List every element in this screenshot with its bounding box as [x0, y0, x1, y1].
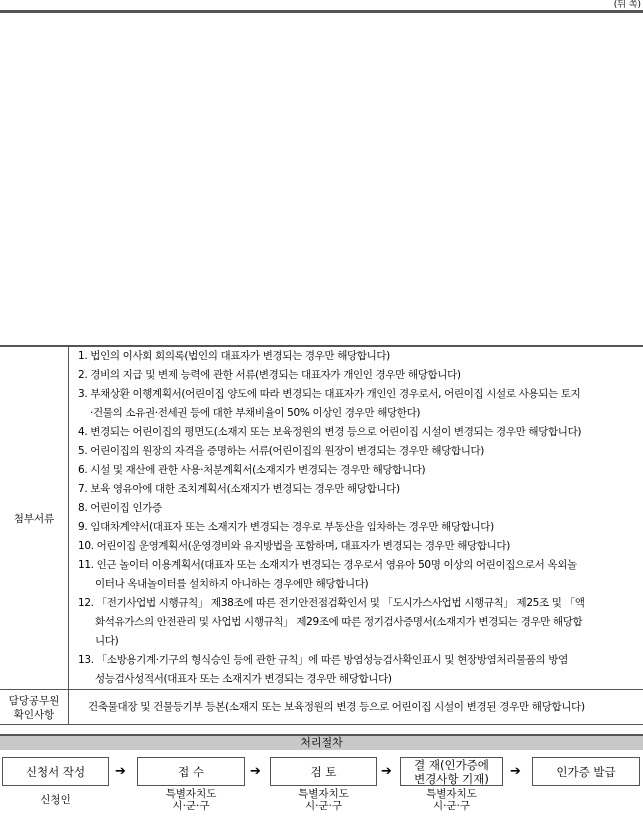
doc-item-continued: 니다): [95, 635, 119, 647]
step-label: 신청서 작성: [25, 764, 86, 779]
doc-item: 6. 시설 및 재산에 관한 사용·처분계획서(소재지가 변경되는 경우만 해당합니다): [78, 464, 426, 476]
attached-documents-label: 첨부서류: [0, 347, 69, 689]
arrow-icon: ➔: [381, 764, 392, 779]
blank-area: [0, 13, 643, 345]
step-label: 인가증 발급: [556, 764, 616, 779]
step-receipt: [137, 757, 245, 786]
back-page-label: (뒤 쪽): [613, 0, 641, 10]
step-actor-line1: 특별자치도: [165, 788, 217, 800]
step-label: 검 토: [310, 764, 337, 779]
doc-item: 11. 인근 놀이터 이용계획서(대표자 또는 소재지가 변경되는 경우로서 영유아 50명 이상의 어린이집으로서 옥외놀: [78, 559, 577, 571]
step-actor: [137, 788, 245, 812]
step-actor-line1: 특별자치도: [426, 788, 477, 800]
step-review: [270, 757, 377, 786]
arrow-icon: ➔: [250, 764, 261, 779]
step-actor: [270, 788, 377, 812]
doc-item: 5. 어린이집의 원장의 자격을 증명하는 서류(어린이집의 원장이 변경되는 경우만 해당합니다): [78, 445, 485, 457]
doc-item: 12. 「전기사업법 시행규칙」 제38조에 따른 전기안전점검확인서 및 「도시가스사업법 시행규칙」 제25조 및 「액: [78, 597, 585, 609]
doc-item: 4. 변경되는 어린이집의 평면도(소재지 또는 보육정원의 변경 등으로 어린이집 시설이 변경되는 경우만 해당합니다): [78, 426, 582, 438]
step-application: [2, 757, 109, 786]
doc-item-continued: 화석유가스의 안전관리 및 사업법 시행규칙」 제29조에 따른 정기검사증명서(소재지가 변경되는 경우만 해당합: [95, 616, 583, 628]
doc-item: 8. 어린이집 인가증: [78, 502, 162, 514]
officer-check-label: [0, 690, 69, 725]
officer-label-line2: 확인사항: [13, 708, 55, 721]
procedure-title: 처리절차: [0, 734, 643, 750]
attached-documents-list: [78, 347, 640, 689]
officer-label-line1: 담당공무원: [8, 694, 60, 707]
step-actor-line2: 시·군·구: [172, 800, 210, 812]
officer-check-row: [0, 689, 643, 725]
officer-check-text: 건축물대장 및 건물등기부 등본(소재지 또는 보육정원의 변경 등으로 어린이집 시설이 변경된 경우만 해당합니다): [88, 701, 585, 713]
step-label: 접 수: [178, 764, 204, 779]
arrow-icon: ➔: [115, 764, 126, 779]
arrow-icon: ➔: [510, 764, 521, 779]
doc-item: 1. 법인의 이사회 회의록(법인의 대표자가 변경되는 경우만 해당합니다): [78, 350, 390, 362]
step-actor-line1: 특별자치도: [298, 788, 349, 800]
doc-item: 3. 부채상환 이행계획서(어린이집 양도에 따라 변경되는 대표자가 개인인 경우로서, 어린이집 시설로 사용되는 토지: [78, 388, 581, 400]
step-label: 결 재(인가증에 변경사항 기재): [414, 757, 489, 786]
doc-item-continued: 이터나 옥내놀이터를 설치하지 아니하는 경우에만 해당합니다): [95, 578, 369, 590]
attached-documents-table: [0, 345, 643, 725]
step-actor-line2: 시·군·구: [304, 800, 343, 812]
step-issue: [532, 757, 640, 786]
step-actor-line2: 시·군·구: [432, 800, 471, 812]
step-actor: [400, 788, 503, 812]
doc-item: 10. 어린이집 운영계획서(운영경비와 유지방법을 포함하며, 대표자가 변경되는 경우만 해당합니다): [78, 540, 510, 552]
doc-item-continued: ·건물의 소유권·전세권 등에 대한 부채비율이 50% 이상인 경우만 해당한다): [90, 407, 421, 419]
doc-item-continued: 성능검사성적서(대표자 또는 소재지가 변경되는 경우만 해당합니다): [95, 673, 392, 685]
step-actor: 신청인: [40, 794, 71, 806]
doc-item: 13. 「소방용기계·기구의 형식승인 등에 관한 규칙」에 따른 방염성능검사확인표시 및 현장방염처리물품의 방염: [78, 654, 568, 666]
doc-item: 2. 경비의 지급 및 변제 능력에 관한 서류(변경되는 대표자가 개인인 경우만 해당합니다): [78, 369, 461, 381]
step-approval: [400, 757, 503, 786]
doc-item: 7. 보육 영유아에 대한 조치계획서(소재지가 변경되는 경우만 해당합니다): [78, 483, 400, 495]
doc-item: 9. 임대차계약서(대표자 또는 소재지가 변경되는 경우로 부동산을 임차하는 경우만 해당합니다): [78, 521, 494, 533]
